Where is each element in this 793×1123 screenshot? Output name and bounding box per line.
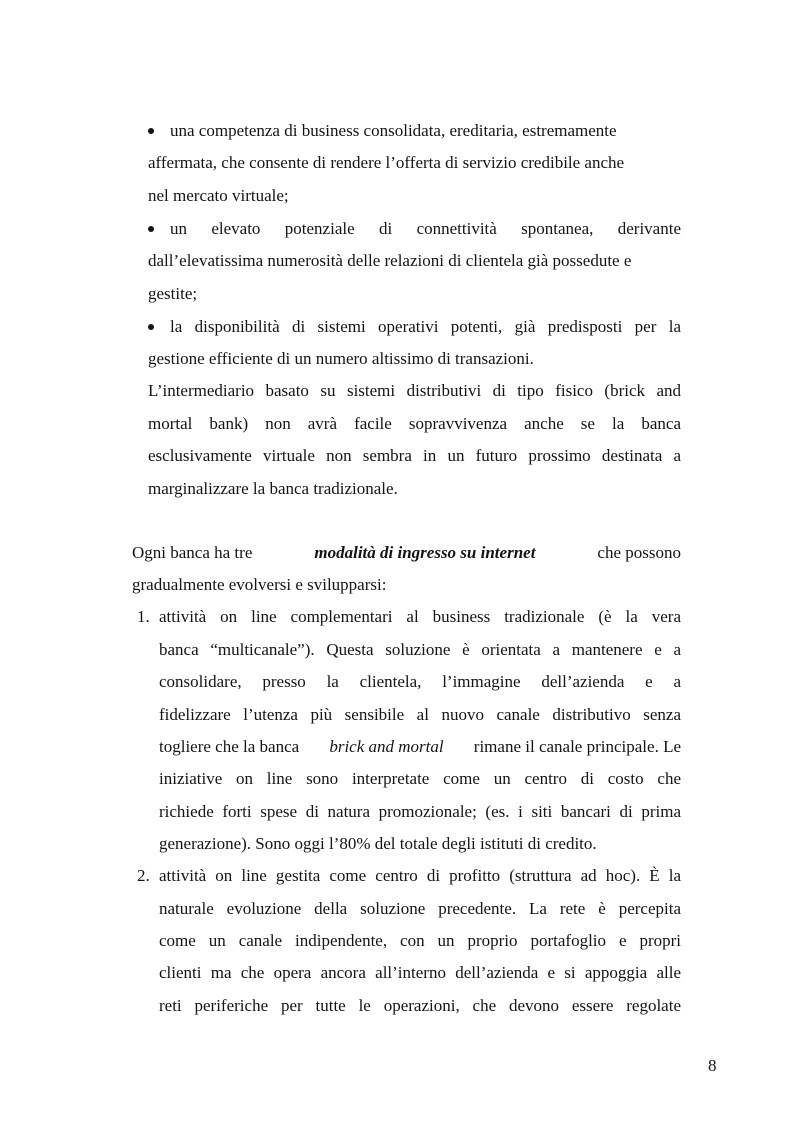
justified-line: un elevato potenziale di connettività spontanea, derivante xyxy=(170,219,681,238)
text-line: togliere che la banca brick and mortal rimane il canale principale. Le xyxy=(159,737,681,756)
bullet-dot xyxy=(148,226,154,232)
text-line: Ogni banca ha tre modalità di ingresso su internet che possono xyxy=(132,543,681,562)
text-line xyxy=(159,802,681,822)
justified-line: attività on line complementari al business tradizionale (è la vera xyxy=(159,607,681,626)
justified-line: fidelizzare l’utenza più sensibile al nuovo canale distributivo senza xyxy=(159,705,681,724)
justified-line: L’intermediario basato su sistemi distributivi di tipo fisico (brick and xyxy=(148,381,681,400)
list-number: 2. xyxy=(137,866,150,885)
text-line xyxy=(159,705,681,725)
list-number: 1. xyxy=(137,607,150,626)
text-line: gestione efficiente di un numero altissimo di transazioni. xyxy=(148,349,534,368)
text-line xyxy=(159,640,681,660)
bullet-dot xyxy=(148,324,154,330)
emphasis-text: brick and mortal xyxy=(329,737,444,756)
justified-line: mortal bank) non avrà facile sopravvivenza anche se la banca xyxy=(148,414,681,433)
justified-line: consolidare, presso la clientela, l’immagine dell’azienda e a xyxy=(159,672,681,691)
page-number: 8 xyxy=(708,1056,717,1075)
text-line xyxy=(159,996,681,1016)
text-line xyxy=(170,219,681,239)
justified-line: attività on line gestita come centro di profitto (struttura ad hoc). È la xyxy=(159,866,681,885)
text-line xyxy=(170,317,681,337)
text-line xyxy=(159,607,681,627)
text-line xyxy=(159,866,681,886)
text-line: dall’elevatissima numerosità delle relazioni di clientela già possedute e xyxy=(148,251,632,270)
text-line: gestite; xyxy=(148,284,198,303)
justified-line: naturale evoluzione della soluzione precedente. La rete è percepita xyxy=(159,899,681,918)
text-line: affermata, che consente di rendere l’offerta di servizio credibile anche xyxy=(148,153,625,172)
justified-line: banca “multicanale”). Questa soluzione è orientata a mantenere e a xyxy=(159,640,681,659)
text-line xyxy=(148,381,681,401)
emphasis-text: modalità di ingresso su internet xyxy=(314,543,536,562)
text-line: una competenza di business consolidata, ereditaria, estremamente xyxy=(170,121,617,140)
justified-line: iniziative on line sono interpretate come un centro di costo che xyxy=(159,769,681,788)
text-line xyxy=(148,446,681,466)
text-line xyxy=(159,672,681,692)
text-line: generazione). Sono oggi l’80% del totale degli istituti di credito. xyxy=(159,834,597,853)
text-line xyxy=(159,899,681,919)
text-line: marginalizzare la banca tradizionale. xyxy=(148,479,398,498)
justified-line: come un canale indipendente, con un proprio portafoglio e propri xyxy=(159,931,681,950)
text-line xyxy=(159,769,681,789)
justified-line: esclusivamente virtuale non sembra in un futuro prossimo destinata a xyxy=(148,446,681,465)
text-line: nel mercato virtuale; xyxy=(148,186,289,205)
bullet-dot xyxy=(148,128,154,134)
text-line xyxy=(159,931,681,951)
justified-line: reti periferiche per tutte le operazioni, che devono essere regolate xyxy=(159,996,681,1015)
justified-line: clienti ma che opera ancora all’interno dell’azienda e si appoggia alle xyxy=(159,963,681,982)
text-line: gradualmente evolversi e svilupparsi: xyxy=(132,575,387,594)
text-line xyxy=(159,963,681,983)
justified-line: richiede forti spese di natura promozionale; (es. i siti bancari di prima xyxy=(159,802,681,821)
justified-line: la disponibilità di sistemi operativi potenti, già predisposti per la xyxy=(170,317,681,336)
text-line xyxy=(148,414,681,434)
